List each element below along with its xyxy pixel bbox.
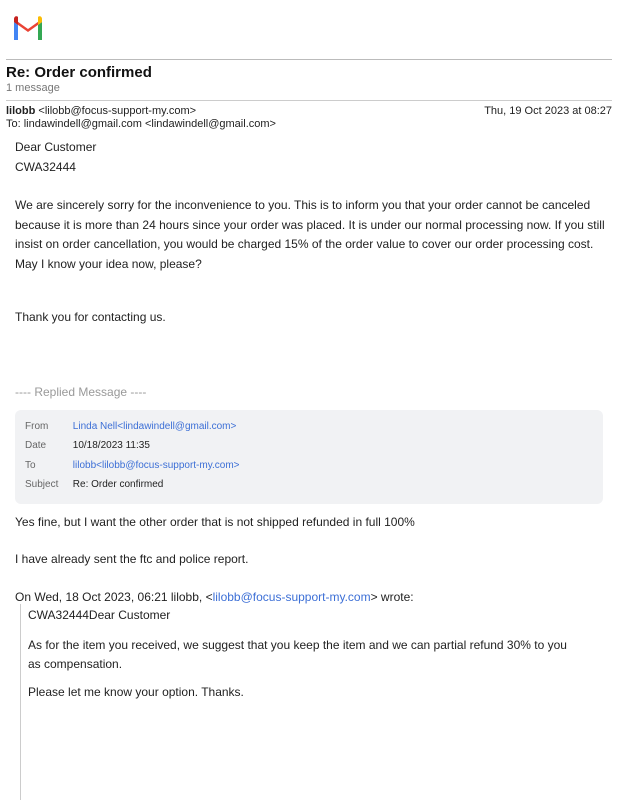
date-label: Date bbox=[25, 440, 47, 451]
header-divider bbox=[6, 59, 612, 60]
quote-intro bbox=[15, 590, 414, 604]
quote-bar bbox=[20, 604, 21, 800]
subject-value: Re: Order confirmed bbox=[72, 479, 164, 490]
thanks-line: Thank you for contacting us. bbox=[15, 310, 166, 324]
reply-line-refund: Yes fine, but I want the other order that is not shipped refunded in full 100% bbox=[15, 515, 415, 529]
quote-intro-suffix: > wrote: bbox=[370, 590, 414, 604]
order-code: CWA32444 bbox=[15, 160, 76, 174]
sender-name: lilobb bbox=[6, 105, 36, 117]
message-count: 1 message bbox=[6, 82, 60, 94]
gmail-logo-icon bbox=[12, 16, 44, 40]
replied-header-box bbox=[15, 410, 603, 504]
subject-label: Subject bbox=[25, 479, 59, 490]
main-paragraph: We are sincerely sorry for the inconvenience to you. This is to inform you that your order cannot be canceled because it is more than 24 hours since your order was placed. It is under our normal processing now. If you still insist on order cancellation, you would be charged 15% of the order value to cover our order processing cost. May I know your idea now, please? bbox=[15, 198, 605, 271]
replied-divider: ---- Replied Message ---- bbox=[15, 385, 147, 399]
message-date: Thu, 19 Oct 2023 at 08:27 bbox=[484, 105, 612, 117]
message-divider bbox=[6, 100, 612, 101]
to-link[interactable]: lilobb<lilobb@focus-support-my.com> bbox=[72, 460, 240, 471]
quoted-line-2: As for the item you received, we suggest that you keep the item and we can partial refund 30% to you as compensation. bbox=[28, 638, 567, 671]
sender-email: <lilobb@focus-support-my.com> bbox=[38, 105, 197, 117]
from-link[interactable]: Linda Nell<lindawindell@gmail.com> bbox=[72, 421, 237, 432]
replied-to-row bbox=[25, 460, 240, 471]
replied-date-row bbox=[25, 440, 150, 451]
recipient: To: lindawindell@gmail.com <lindawindell@gmail.com> bbox=[6, 118, 276, 130]
quoted-line-3: Please let me know your option. Thanks. bbox=[28, 685, 244, 699]
replied-from-row bbox=[25, 421, 236, 432]
quoted-line-1: CWA32444Dear Customer bbox=[28, 608, 171, 622]
from-label: From bbox=[25, 421, 49, 432]
sender bbox=[6, 105, 196, 117]
greeting: Dear Customer bbox=[15, 140, 97, 154]
email-subject: Re: Order confirmed bbox=[6, 64, 152, 81]
replied-subject-row bbox=[25, 479, 163, 490]
date-value: 10/18/2023 11:35 bbox=[72, 440, 150, 451]
quote-intro-prefix: On Wed, 18 Oct 2023, 06:21 lilobb, < bbox=[15, 590, 213, 604]
quote-intro-email-link[interactable]: lilobb@focus-support-my.com bbox=[212, 590, 371, 604]
reply-line-report: I have already sent the ftc and police report. bbox=[15, 552, 249, 566]
to-label: To bbox=[25, 460, 36, 471]
